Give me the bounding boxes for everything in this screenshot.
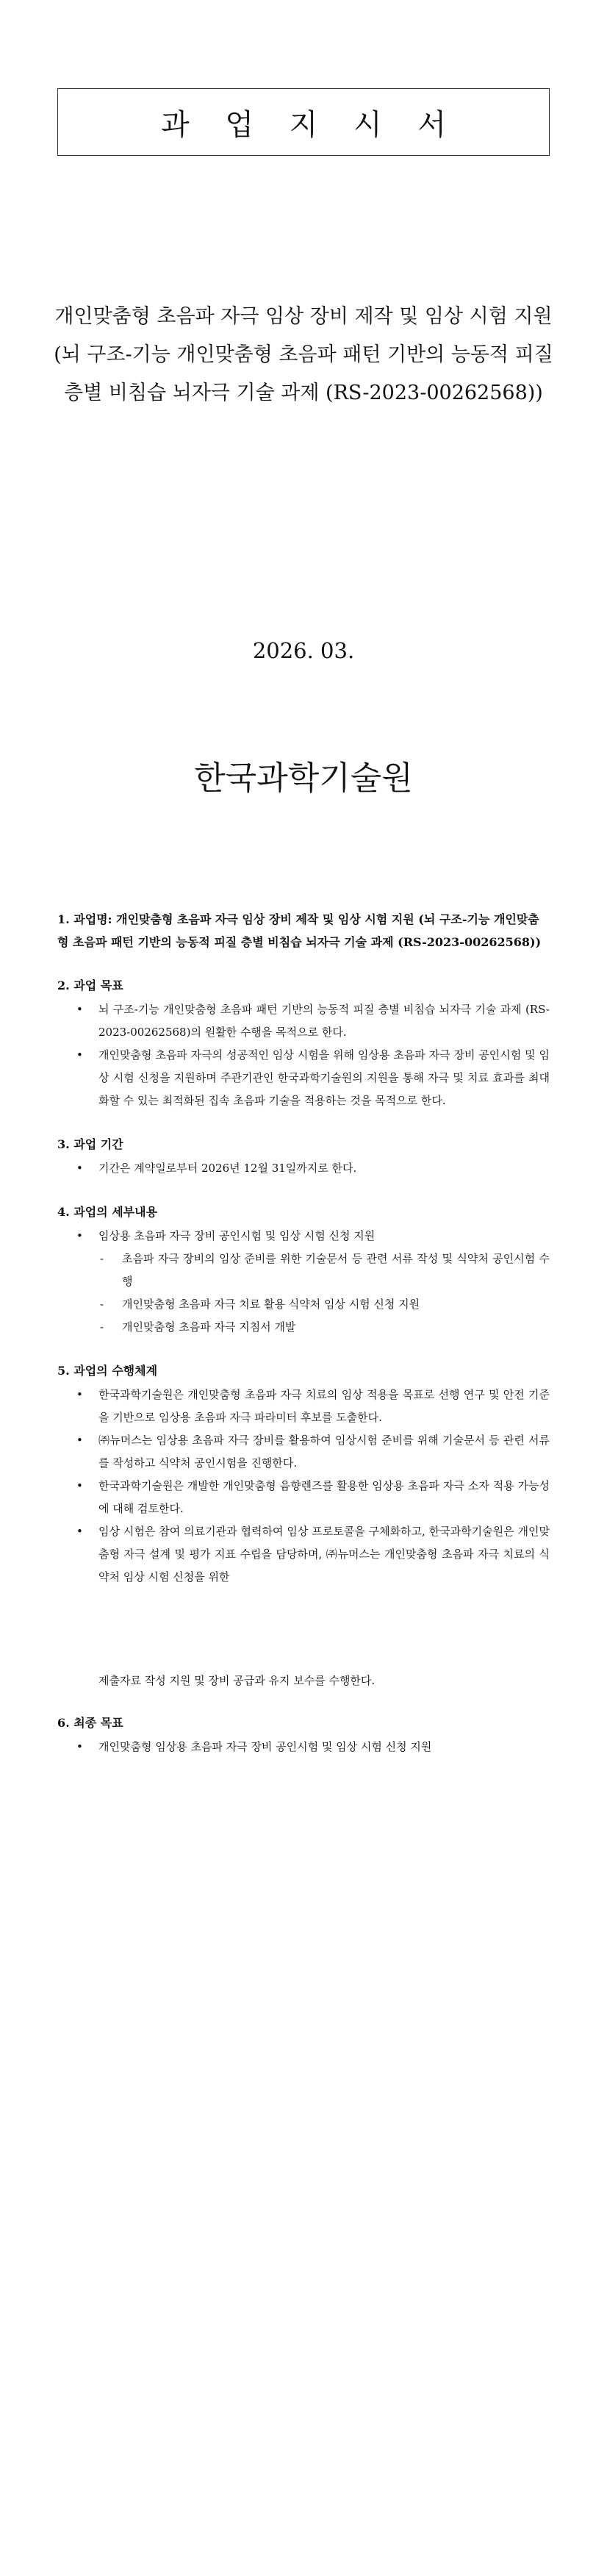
section-final-goal bbox=[57, 1711, 550, 1759]
bullet-list bbox=[57, 1384, 550, 1589]
list-item: • 임상 시험은 참여 의료기관과 협력하여 임상 프로토콜을 구체화하고, 한국과학기술원은 개인맞춤형 자극 설계 및 평가 지표 수립을 담당하며, ㈜뉴머스는 개인맞춤형 초음파 자극 치료의 식약처 임상 시험 신청을 위한 bbox=[76, 1520, 550, 1589]
list-item bbox=[76, 1225, 550, 1339]
list-item-text: 임상용 초음파 자극 장비 공인시험 및 임상 시험 신청 지원 bbox=[98, 1229, 376, 1242]
section-project-name bbox=[57, 908, 550, 954]
document-title: 과 업 지 시 서 bbox=[160, 107, 460, 142]
list-item: • 한국과학기술원은 개발한 개인맞춤형 음향렌즈를 활용한 임상용 초음파 자극 소자 적용 가능성에 대해 검토한다. bbox=[76, 1475, 550, 1520]
section-heading: 6. 최종 목표 bbox=[57, 1716, 123, 1730]
sub-list-item: - 개인맞춤형 초음파 자극 치료 활용 식약처 임상 시험 신청 지원 bbox=[98, 1293, 550, 1316]
list-item: • 한국과학기술원은 개인맞춤형 초음파 자극 치료의 임상 적용을 목표로 선행 연구 및 안전 기준을 기반으로 임상용 초음파 자극 파라미터 후보를 도출한다. bbox=[76, 1384, 550, 1429]
bullet-list bbox=[57, 998, 550, 1112]
document-date: 2026. 03. bbox=[252, 638, 355, 663]
section-heading: 4. 과업의 세부내용 bbox=[57, 1205, 158, 1219]
bullet-list bbox=[57, 1225, 550, 1339]
list-item: • 뇌 구조-기능 개인맞춤형 초음파 패턴 기반의 능동적 피질 층별 비침습 뇌자극 기술 과제 (RS-2023-00262568)의 원활한 수행을 목적으로 한다. bbox=[76, 998, 550, 1044]
section-structure bbox=[57, 1359, 550, 1692]
section-heading: 5. 과업의 수행체계 bbox=[57, 1364, 158, 1378]
bullet-list bbox=[57, 1157, 550, 1180]
section-heading: 2. 과업 목표 bbox=[57, 978, 123, 992]
section-period bbox=[57, 1133, 550, 1180]
list-item: • 개인맞춤형 임상용 초음파 자극 장비 공인시험 및 임상 시험 신청 지원 bbox=[76, 1736, 550, 1759]
list-item: • ㈜뉴머스는 임상용 초음파 자극 장비를 활용하여 임상시험 준비를 위해 기술문서 등 관련 서류를 작성하고 식약처 공인시험을 진행한다. bbox=[76, 1429, 550, 1475]
sub-list-item: - 개인맞춤형 초음파 자극 지침서 개발 bbox=[98, 1316, 550, 1339]
list-item: • 개인맞춤형 초음파 자극의 성공적인 임상 시험을 위해 임상용 초음파 자극 장비 공인시험 및 임상 시험 신청을 지원하며 주관기관인 한국과학기술원의 지원을 통해 자극 및 치료 효과를 최대화할 수 있는 최적화된 집속 초음파 기술을 적용하는 것을 목적으로 한다. bbox=[76, 1044, 550, 1112]
section-heading: 3. 과업 기간 bbox=[57, 1137, 123, 1151]
document-title-box bbox=[57, 88, 550, 156]
project-title: 개인맞춤형 초음파 자극 임상 장비 제작 및 임상 시험 지원 (뇌 구조-기능 개인맞춤형 초음파 패턴 기반의 능동적 피질 층별 비침습 뇌자극 기술 과제 (RS-2023-00262568)) bbox=[54, 305, 553, 404]
list-item: • 기간은 계약일로부터 2026년 12월 31일까지로 한다. bbox=[76, 1157, 550, 1180]
document-body bbox=[57, 908, 550, 1779]
section-objectives bbox=[57, 974, 550, 1112]
sub-list-item: - 초음파 자극 장비의 임상 준비를 위한 기술문서 등 관련 서류 작성 및 식약처 공인시험 수행 bbox=[98, 1248, 550, 1293]
section-heading: 1. 과업명: 개인맞춤형 초음파 자극 임상 장비 제작 및 임상 시험 지원 (뇌 구조-기능 개인맞춤형 초음파 패턴 기반의 능동적 피질 층별 비침습 뇌자극 기술 과제 (RS-2023-00262568)) bbox=[57, 912, 542, 949]
section-details bbox=[57, 1201, 550, 1339]
bullet-list bbox=[57, 1736, 550, 1759]
continued-text: 제출자료 작성 지원 및 장비 공급과 유지 보수를 수행한다. bbox=[98, 1674, 376, 1687]
organization-name: 한국과학기술원 bbox=[194, 759, 413, 797]
sub-list bbox=[98, 1248, 550, 1339]
